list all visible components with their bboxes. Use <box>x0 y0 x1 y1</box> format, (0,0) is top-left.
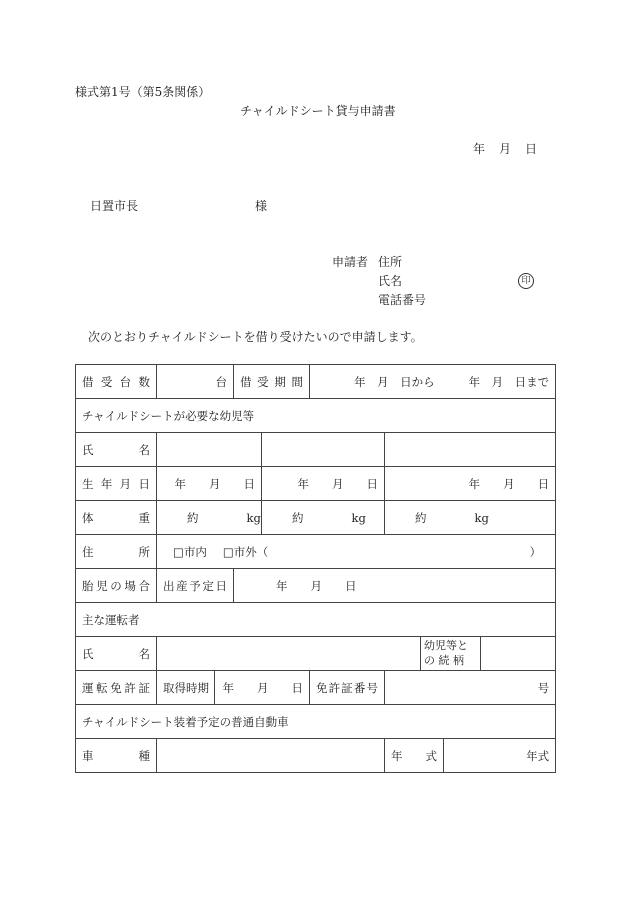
date-day: 日 <box>525 142 538 156</box>
loan-count-label: 借 受 台 数 <box>76 365 157 399</box>
applicant-address-label: 住所 <box>378 255 403 269</box>
license-number-label: 免 許 証 番 号 <box>310 671 385 705</box>
license-number-field[interactable]: 号 <box>385 671 556 705</box>
acquired-field[interactable]: 年 月 日 <box>215 671 310 705</box>
child-address-field[interactable]: □市内 □市外（ ） <box>157 535 556 569</box>
driver-section-header: 主な運転者 <box>76 603 556 637</box>
child-address-label: 住 所 <box>76 535 157 569</box>
relation-label: 幼児等と の 続 柄 <box>421 637 481 671</box>
license-label: 運 転 免 許 証 <box>76 671 157 705</box>
child-weight-label: 体 重 <box>76 501 157 535</box>
child-weight-row <box>76 501 556 535</box>
car-row <box>76 739 556 773</box>
intro-text: 次のとおりチャイルドシートを借り受けたいので申請します。 <box>88 330 423 344</box>
acquired-label: 取得時期 <box>157 671 215 705</box>
out-city-checkbox[interactable]: □市外（ <box>222 544 269 559</box>
child-weight-field-3[interactable]: 約 kg <box>385 501 556 535</box>
application-table <box>75 364 556 773</box>
loan-period-label: 借 受 期 間 <box>234 365 310 399</box>
due-date-label: 出 産 予 定 日 <box>157 569 234 603</box>
child-name-row <box>76 433 556 467</box>
driver-name-row <box>76 637 556 671</box>
loan-count-field[interactable]: 台 <box>157 365 234 399</box>
period-from: 年 月 日から <box>354 374 435 389</box>
form-number: 様式第1号（第5条関係） <box>75 85 211 99</box>
child-birth-field-2[interactable]: 年 月 日 <box>262 467 385 501</box>
loan-period-field[interactable] <box>310 365 556 399</box>
honorific: 様 <box>255 199 268 213</box>
due-date-field[interactable]: 年 月 日 <box>234 569 556 603</box>
child-birth-label: 生 年 月 日 <box>76 467 157 501</box>
child-name-label: 氏 名 <box>76 433 157 467</box>
date-year: 年 <box>473 142 486 156</box>
application-date <box>473 143 537 155</box>
child-weight-field-1[interactable]: 約 kg <box>157 501 262 535</box>
applicant-name-label: 氏名 <box>378 274 403 288</box>
car-type-field[interactable] <box>157 739 385 773</box>
car-type-label: 車 種 <box>76 739 157 773</box>
period-to: 年 月 日まで <box>468 374 550 389</box>
child-birth-row <box>76 467 556 501</box>
driver-name-field[interactable] <box>157 637 421 671</box>
child-name-field-1[interactable] <box>157 433 262 467</box>
applicant-phone-label: 電話番号 <box>378 293 427 307</box>
child-name-field-2[interactable] <box>262 433 385 467</box>
date-month: 月 <box>499 142 512 156</box>
relation-field[interactable] <box>481 637 556 671</box>
child-birth-field-1[interactable]: 年 月 日 <box>157 467 262 501</box>
model-year-label: 年 式 <box>385 739 444 773</box>
driver-name-label: 氏 名 <box>76 637 157 671</box>
child-birth-field-3[interactable]: 年 月 日 <box>385 467 556 501</box>
in-city-checkbox[interactable]: □市内 <box>173 544 207 559</box>
model-year-field[interactable]: 年式 <box>444 739 556 773</box>
children-section-header: チャイルドシートが必要な幼児等 <box>76 399 556 433</box>
child-weight-field-2[interactable]: 約 kg <box>262 501 385 535</box>
applicant-label: 申請者 <box>332 255 369 269</box>
document-title: チャイルドシート貸与申請書 <box>240 104 396 118</box>
car-section-header: チャイルドシート装着予定の普通自動車 <box>76 705 556 739</box>
addressee: 日置市長 <box>90 199 139 213</box>
seal-icon: 印 <box>518 273 534 289</box>
fetus-label: 胎 児 の 場 合 <box>76 569 157 603</box>
child-address-row <box>76 535 556 569</box>
loan-row <box>76 365 556 399</box>
license-row <box>76 671 556 705</box>
fetus-row <box>76 569 556 603</box>
child-name-field-3[interactable] <box>385 433 556 467</box>
